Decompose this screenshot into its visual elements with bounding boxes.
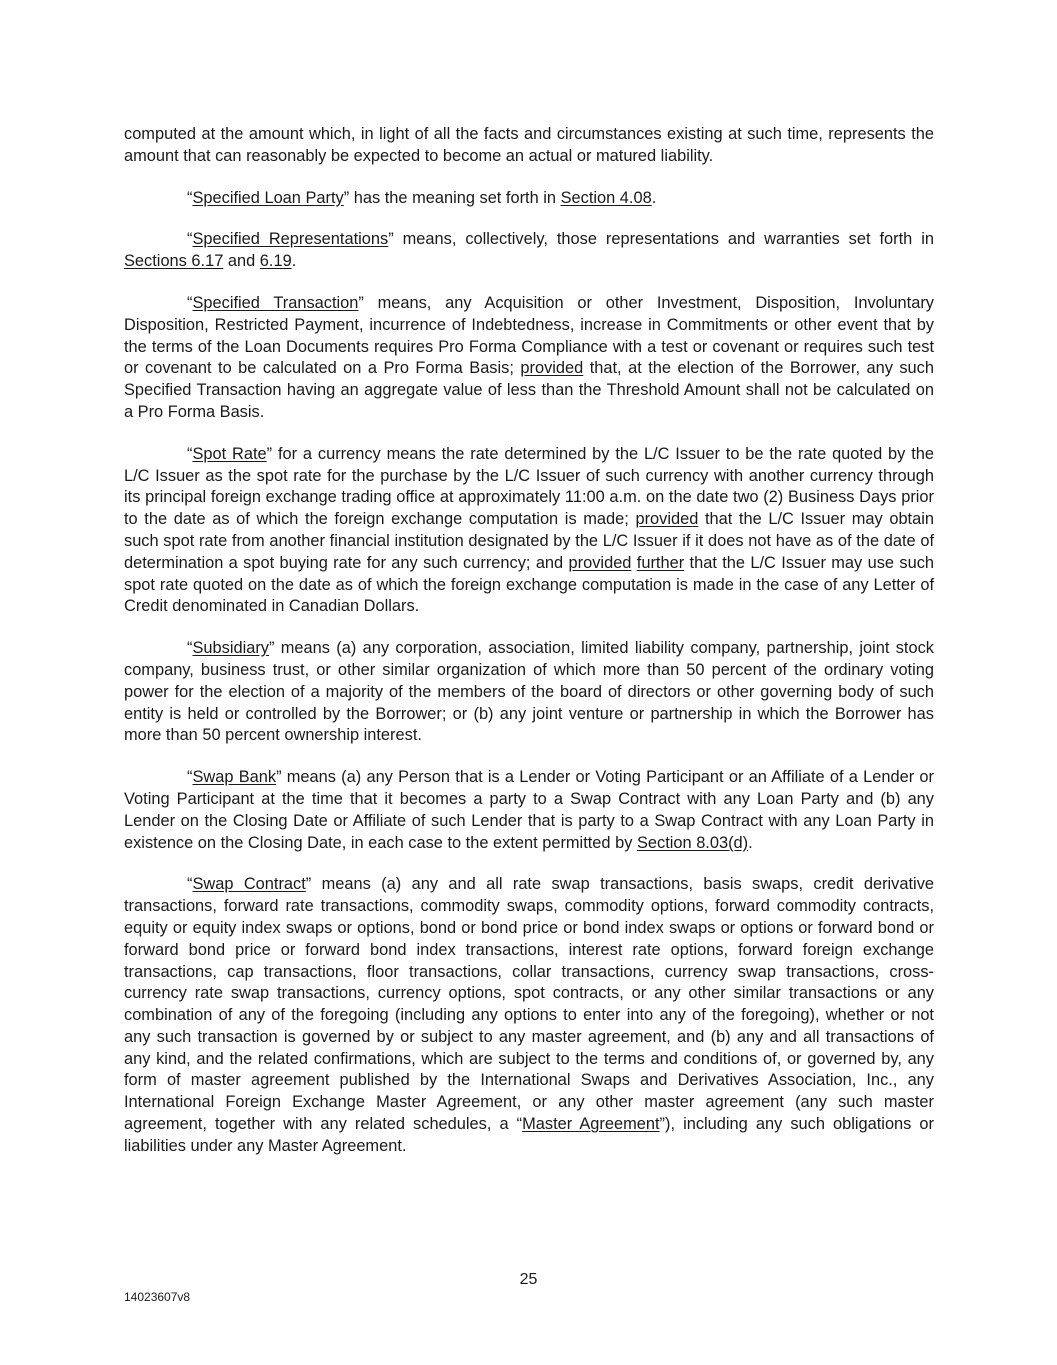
text-segment: . [291,252,297,271]
paragraph-swap-contract [124,874,934,1157]
text-segment: ” means (a) any corporation, association, limited liability company, partnership, joint stock company, business trust, or other similar organization of which more than 50 percent of the ordinary voting power for the election of a majority of the members of the board of directors or other governing body of such entity is held or controlled by the Borrower; or (b) any joint venture or partnership in which the Borrower has more than 50 percent ownership interest. [124,639,934,745]
paragraph-subsidiary [124,638,934,747]
text-segment: and [223,252,260,271]
defined-term-or-reference: provided [568,553,632,572]
paragraph-specified-loan-party [124,188,934,210]
paragraph-swap-bank [124,767,934,854]
text-segment: that the L/C Issuer may use such spot rate quoted on the date as of which the foreign exchange computation is made in the case of any Letter of Credit denominated in Canadian Dollars. [124,553,935,616]
paragraph-continuation [124,124,934,168]
text-segment: ” means, any Acquisition or other Investment, Disposition, Involuntary Disposition, Restricted Payment, incurrence of Indebtedness, increase in Commitments or other event that by the terms of the Loan Documents requires Pro Forma Compliance with a test or covenant or requires such test or covenant to be calculated on a Pro Forma Basis; [124,293,934,378]
defined-term-or-reference: Swap Contract [192,875,306,894]
text-segment: ” means, collectively, those representations and warranties set forth in [388,230,935,249]
defined-term-or-reference: Spot Rate [192,444,267,463]
page-number: 25 [519,1271,538,1288]
text-segment: . [651,188,657,207]
defined-term-or-reference: Section 4.08 [560,188,652,207]
defined-term-or-reference: Specified Transaction [192,293,359,312]
text-segment: that the L/C Issuer may obtain such spot rate from another financial institution designated by the L/C Issuer if it does not have as of the date of determination a spot buying rate for any such currency; and [124,510,934,572]
text-segment: “ [187,444,193,463]
text-segment: “ [187,230,193,249]
defined-term-or-reference: Section 8.03(d) [636,833,749,852]
defined-term-or-reference: provided [635,510,699,529]
defined-term-or-reference: further [636,553,685,572]
paragraph-specified-transaction [124,293,934,424]
defined-term-or-reference: Swap Bank [192,768,277,787]
text-segment: “ [187,639,193,658]
text-segment: ”), including any such obligations or liabilities under any Master Agreement. [124,1115,935,1155]
paragraph-spot-rate [124,444,934,618]
defined-term-or-reference: provided [520,359,584,378]
text-segment: ” has the meaning set forth in [343,188,561,207]
text-segment: “ [187,188,193,207]
document-body [124,124,934,1178]
document-id: 14023607v8 [124,1290,191,1304]
text-segment: ” means (a) any and all rate swap transactions, basis swaps, credit derivative transactions, forward rate transactions, commodity swaps, commodity options, forward commodity contracts, equity or equity index swaps or options, bond or bond price or bond index swaps or options or forward bond or forward bond price or forward bond index transactions, interest rate options, forward foreign exchange transactions, cap transactions, floor transactions, collar transactions, currency swap transactions, cross-currency rate swap transactions, currency options, spot contracts, or any other similar transactions or any combination of any of the foregoing (including any options to enter into any of the foregoing), whether or not any such transaction is governed by or subject to any master agreement, and (b) any and all transactions of any kind, and the related confirmations, which are subject to the terms and conditions of, or governed by, any form of master agreement published by the International Swaps and Derivatives Association, Inc., any International Foreign Exchange Master Agreement, or any other master agreement (any such master agreement, together with any related schedules, a “ [124,875,935,1134]
text-segment: computed at the amount which, in light of all the facts and circumstances existing at such time, represents the amount that can reasonably be expected to become an actual or matured liability. [124,125,934,165]
text-segment: “ [187,768,193,787]
defined-term-or-reference: Sections 6.17 [124,252,224,271]
defined-term-or-reference: Master Agreement [522,1115,660,1134]
text-segment: “ [187,293,193,312]
text-segment: ” for a currency means the rate determined by the L/C Issuer to be the rate quoted by the L/C Issuer as the spot rate for the purchase by the L/C Issuer of such currency with another currency through its principal foreign exchange trading office at approximately 11:00 a.m. on the date two (2) Business Days prior to the date as of which the foreign exchange computation is made; [124,444,934,529]
defined-term-or-reference: Specified Loan Party [192,188,344,207]
text-segment: . [748,833,753,852]
text-segment: that, at the election of the Borrower, any such Specified Transaction having an aggregate value of less than the Threshold Amount shall not be calculated on a Pro Forma Basis. [124,359,934,421]
defined-term-or-reference: 6.19 [259,252,292,271]
defined-term-or-reference: Subsidiary [192,639,269,658]
text-segment: ” means (a) any Person that is a Lender or Voting Participant or an Affiliate of a Lender or Voting Participant at the time that it becomes a party to a Swap Contract with any Loan Party and (b) any Lender on the Closing Date or Affiliate of such Lender that is party to a Swap Contract with any Loan Party in existence on the Closing Date, in each case to the extent permitted by [124,768,934,852]
paragraph-specified-representations [124,229,934,273]
defined-term-or-reference: Specified Representations [192,230,389,249]
text-segment: “ [187,875,193,894]
